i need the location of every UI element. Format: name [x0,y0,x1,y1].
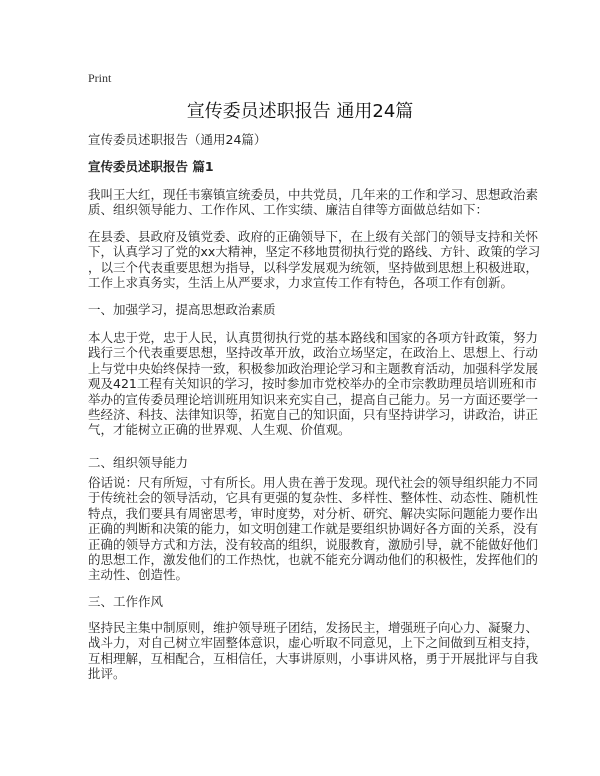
section-title: 一、加强学习，提高思想政治素质 [88,302,276,317]
paragraph-line: 坚持民主集中制原则，维护领导班子团结，发扬民主，增强班子向心力、凝聚力、 [88,620,539,635]
paragraph-line: 下，认真学习了党的xx大精神，坚定不移地贯彻执行党的路线、方针、政策的学习 [88,244,541,260]
page-title: 宣传委员述职报告 通用24篇 [186,101,414,122]
section-title: 二、组织领导能力 [88,455,189,470]
section-title: 三、工作作风 [88,594,164,609]
paragraph-line: 俗话说：尺有所短，寸有所长。用人贵在善于发现。现代社会的领导组织能力不同 [88,475,539,490]
subtitle: 宣传委员述职报告（通用24篇） [88,132,267,147]
paragraph-line: 战斗力，对自己树立牢固整体意识，虚心听取不同意见，上下之间做到互相支持， [88,635,539,651]
paragraph-line: 举办的宣传委员理论培训班用知识来充实自己，提高自己能力。另一方面还要学一 [88,391,539,407]
paragraph [88,475,539,583]
paragraph-line: 在县委、县政府及镇党委、政府的正确领导下，在上级有关部门的领导支持和关怀 [88,229,539,244]
paragraph [88,187,539,218]
section-heading: 宣传委员述职报告 篇1 [88,159,214,174]
paragraph [88,229,541,291]
paragraph-line: 气，才能树立正确的世界观、人生观、价值观。 [88,422,351,438]
paragraph-line: 特点，我们要具有周密思考，审时度势，对分析、研究、解决实际问题能力要作出 [88,505,539,521]
paragraph-line: 些经济、科技、法律知识等，拓宽自己的知识面，只有坚持讲学习，讲政治，讲正 [88,406,539,422]
paragraph-line: 工作上求真务实，生活上从严要求，力求宣传工作有特色，各项工作有创新。 [88,275,514,291]
paragraph-line: 我叫王大红，现任韦寨镇宣统委员，中共党员，几年来的工作和学习、思想政治素 [88,187,539,202]
paragraph [88,330,539,438]
paragraph-line: 于传统社会的领导活动，它具有更强的复杂性、多样性、整体性、动态性、随机性 [88,490,539,506]
paragraph-line: 本人忠于党，忠于人民，认真贯彻执行党的基本路线和国家的各项方针政策，努力 [88,330,539,345]
paragraph-line: 观及421工程有关知识的学习，按时参加市党校举办的全市宗教助理员培训班和市 [88,376,537,392]
paragraph-line: 上与党中央始终保持一致，积极参加政治理论学习和主题教育活动，加强科学发展 [88,360,539,376]
paragraph-line: 正确的判断和决策的能力，如文明创建工作就是要组织协调好各方面的关系，没有 [88,521,539,537]
paragraph-line: 质、组织领导能力、工作作风、工作实绩、廉洁自律等方面做总结如下： [88,202,489,218]
paragraph-line: 互相理解，互相配合，互相信任，大事讲原则，小事讲风格，勇于开展批评与自我 [88,650,539,666]
paragraph-line: 正确的领导方式和方法，没有较高的组织，说服教育，激励引导，就不能做好他们 [88,536,539,552]
paragraph [88,620,539,682]
print-link[interactable]: Print [88,71,112,85]
paragraph-line: 践行三个代表重要思想，坚持改革开放，政治立场坚定，在政治上、思想上、行动 [88,345,539,361]
paragraph-line: ，以三个代表重要思想为指导，以科学发展观为统领，坚持做到思想上积极进取， [88,259,539,275]
paragraph-line: 批评。 [88,666,126,682]
paragraph-line: 主动性、创造性。 [88,567,189,583]
paragraph-line: 的思想工作，激发他们的工作热忱，也就不能充分调动他们的积极性，发挥他们的 [88,551,539,567]
